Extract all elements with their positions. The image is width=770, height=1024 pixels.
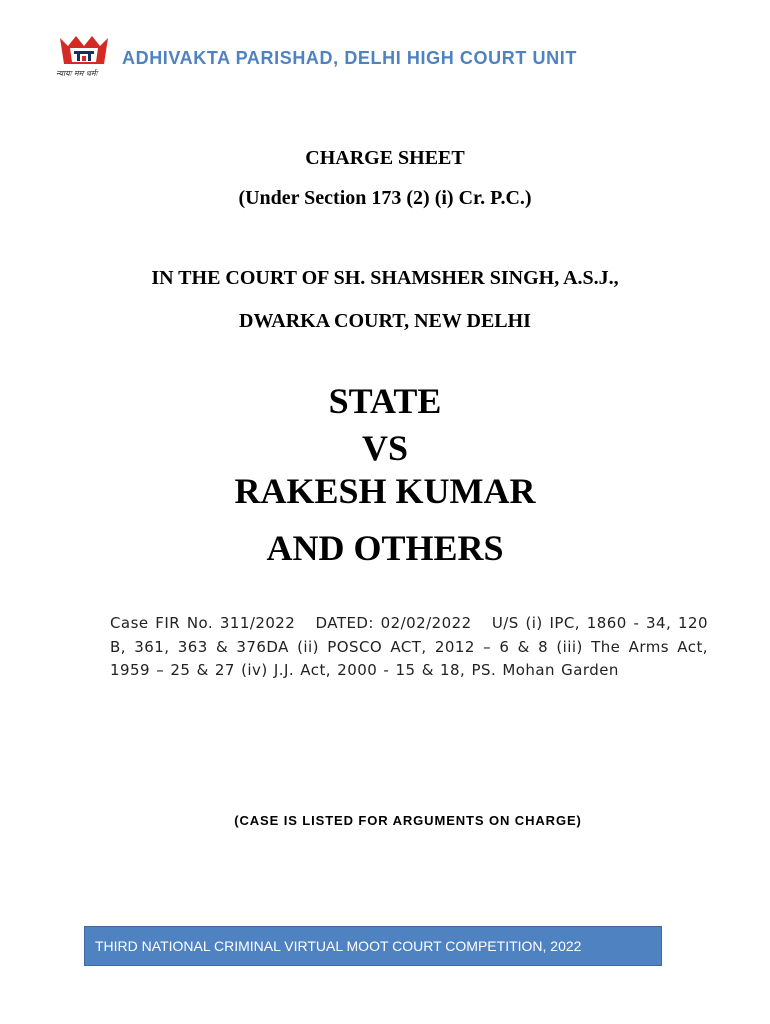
versus-label: VS xyxy=(361,428,409,468)
page-header xyxy=(56,34,736,86)
footer-banner-text: THIRD NATIONAL CRIMINAL VIRTUAL MOOT COURT COMPETITION, 2022 xyxy=(95,938,582,954)
party-accused-suffix: AND OTHERS xyxy=(266,528,504,568)
court-location: DWARKA COURT, NEW DELHI xyxy=(239,310,531,332)
court-name: IN THE COURT OF SH. SHAMSHER SINGH, A.S.J., xyxy=(151,267,619,289)
document-title: CHARGE SHEET xyxy=(305,147,465,169)
organization-title: ADHIVAKTA PARISHAD, DELHI HIGH COURT UNIT xyxy=(122,48,577,68)
case-details: Case FIR No. 311/2022 DATED: 02/02/2022 U/S (i) IPC, 1860 - 34, 120 B, 361, 363 & 376DA (ii) POSCO ACT, 2012 – 6 & 8 (iii) The Arms Act, 1959 – 25 & 27 (iv) J.J. Act, 2000 - 15 & 18, PS. Mohan Garden xyxy=(110,614,708,679)
party-accused: RAKESH KUMAR xyxy=(234,471,536,511)
logo-motto: न्यायः मम धर्मः xyxy=(56,69,98,78)
footer-banner xyxy=(84,926,662,966)
party-state: STATE xyxy=(328,381,442,421)
legal-section: (Under Section 173 (2) (i) Cr. P.C.) xyxy=(238,187,532,209)
case-notice: (CASE IS LISTED FOR ARGUMENTS ON CHARGE) xyxy=(234,813,582,828)
